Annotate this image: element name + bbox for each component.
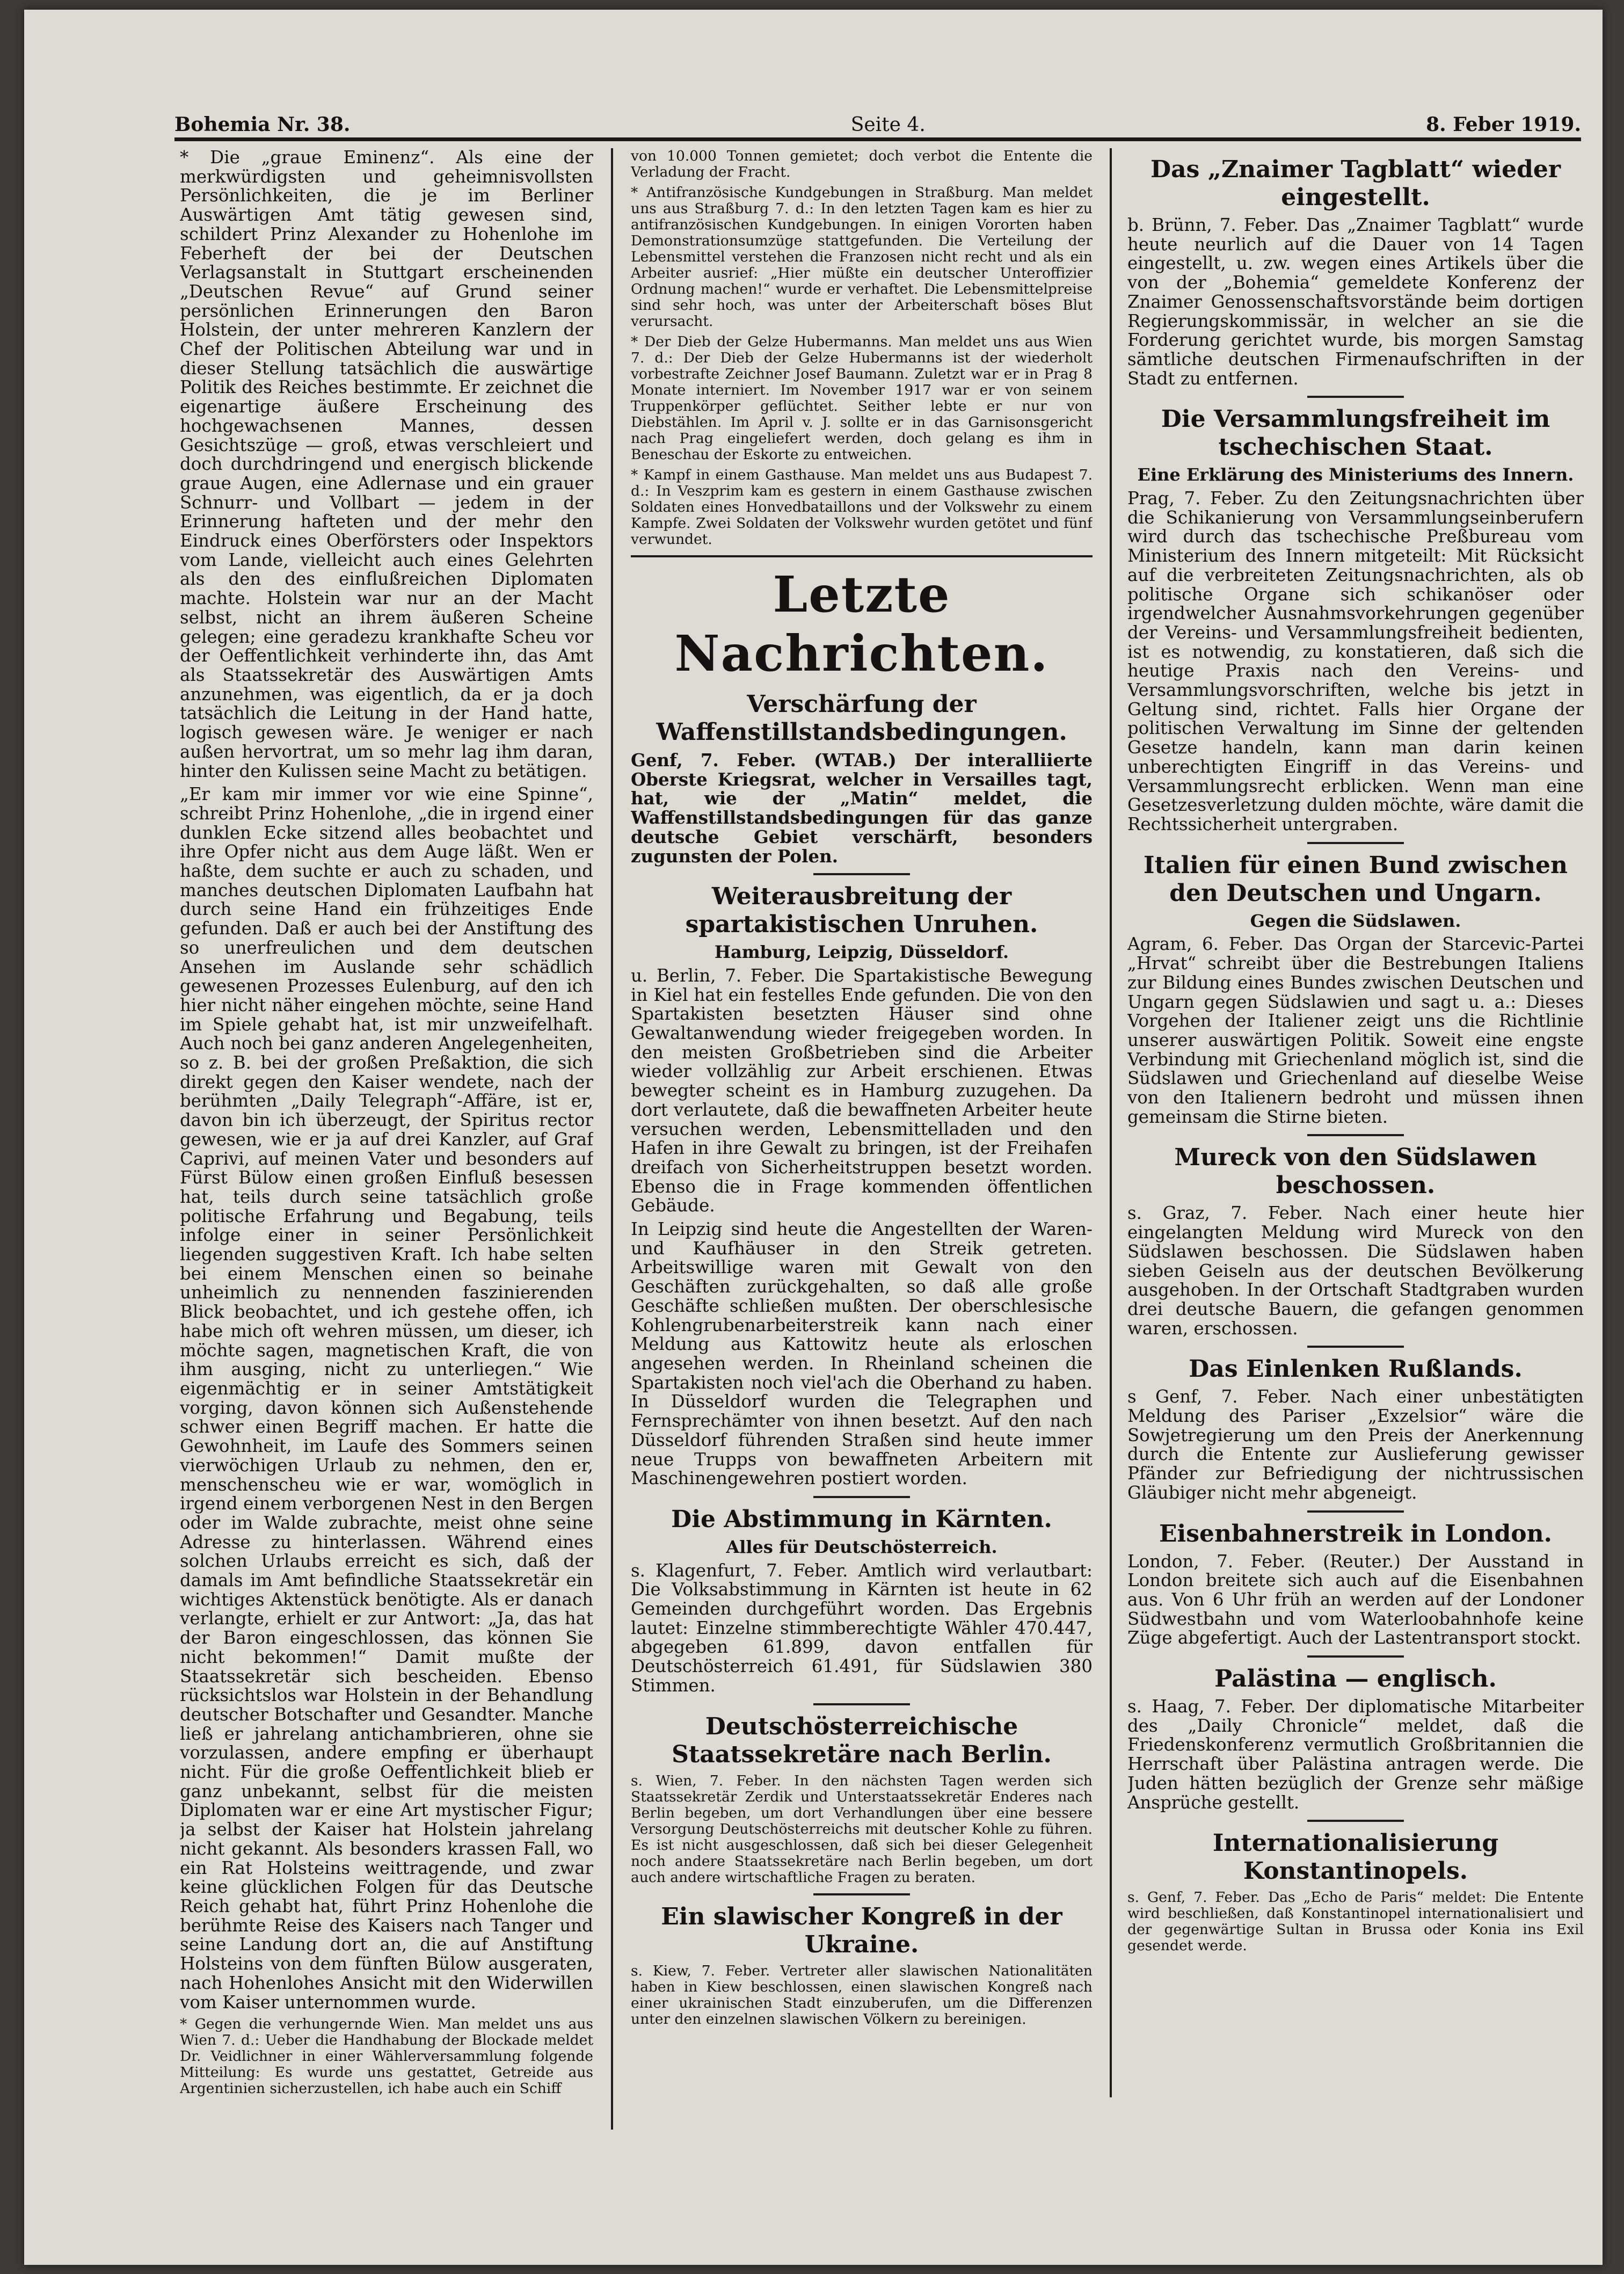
article-separator bbox=[1307, 1510, 1404, 1513]
headline-staatssekretaere: Deutschösterreichische Staatssekretäre nach Berlin. bbox=[672, 1712, 1052, 1768]
article-staatssekretaere: s. Wien, 7. Feber. In den nächsten Tagen werden sich Staatssekretär Zerdik und Unterstaatssekretär Enderes nach Berlin begeben, um dort Verhandlungen über eine bessere Versorgung Deutschösterreichs mit deutscher Kohle zu führen. Es ist nicht ausgeschlossen, daß sich bei dieser Gelegenheit noch andere Staatssekretäre nach Berlin begeben, um dort auch andere wirtschaftliche Fragen zu beraten. bbox=[631, 1772, 1093, 1886]
subheadline-spartakisten: Hamburg, Leipzig, Düsseldorf. bbox=[714, 942, 1009, 963]
section-title-letzte-nachrichten: Letzte Nachrichten. bbox=[674, 565, 1049, 682]
headline-eisenbahnerstreik: Eisenbahnerstreik in London. bbox=[1159, 1520, 1552, 1548]
article-versammlungsfreiheit: Prag, 7. Feber. Zu den Zeitungsnachrichten über die Schikanierung von Versammlungseinberufern wird durch das tschechische Preßbureau vom Ministerium des Innern mitgeteilt: Mit Rücksicht auf die verbreiteten Zeitungsnachrichten, als ob politische Organe sich schikanöser oder irgendwelcher Ausnahmsvorkehrungen gegenüber der Vereins- und Versammlungsfreiheit bedienten, ist es notwendig, zu konstatieren, daß sich die heutige Praxis nach den Vereins- und Versammlungsvorschriften, welche bis jetzt in Geltung sind, richtet. Falls hier Organe der politischen Verwaltung im Sinne der geltenden Gesetze handeln, kann man darin keinen unberechtigten Eingriff in das Vereins- und Versammlungsrecht erblicken. Wenn man eine Gesetzesverletzung dulden möchte, wäre damit die Rechtssicherheit untergraben. bbox=[1127, 488, 1584, 834]
article-separator bbox=[1307, 1346, 1404, 1348]
article-mureck: s. Graz, 7. Feber. Nach einer heute hier eingelangten Meldung wird Mureck von den Südslawen beschossen. Die Südslawen haben sieben Geiseln aus der deutschen Bevölkerung ausgehoben. In der Ortschaft Stadtgraben wurden drei deutsche Bauern, die gefangen genommen waren, erschossen. bbox=[1127, 1203, 1584, 1339]
subheadline-italien-bund: Gegen die Südslawen. bbox=[1250, 910, 1461, 931]
headline-waffenstillstand: Verschärfung der Waffenstillstandsbedingungen. bbox=[656, 691, 1067, 746]
issue-label: Bohemia Nr. 38. bbox=[174, 113, 351, 136]
headline-italien-bund: Italien für einen Bund zwischen den Deutschen und Ungarn. bbox=[1144, 851, 1568, 907]
header-rule bbox=[174, 137, 1581, 141]
article-blockade-wien: * Gegen die verhungernde Wien. Man meldet uns aus Wien 7. d.: Ueber die Handhabung der Blockade meldet Dr. Veidlichner in einer Wählerversammlung folgende Mitteilung: Es wurde uns gestattet, Getreide aus Argentinien sicherzustellen, ich habe auch ein Schiff bbox=[180, 2016, 593, 2097]
article-separator bbox=[1307, 396, 1404, 398]
article-eisenbahnerstreik: London, 7. Feber. (Reuter.) Der Ausstand in London breitete sich auch auf die Eisenbahnen aus. Von 6 Uhr früh an werden auf der Londoner Südwestbahn und vom Waterloobahnhofe keine Züge abgefertigt. Auch der Lastentransport stockt. bbox=[1127, 1551, 1584, 1648]
article-separator bbox=[813, 1893, 910, 1895]
section-rule bbox=[631, 555, 1093, 557]
article-blockade-cont: von 10.000 Tonnen gemietet; doch verbot die Entente die Verladung der Fracht. bbox=[631, 148, 1093, 180]
column-right bbox=[1127, 148, 1584, 2156]
article-spartakisten-cont: In Leipzig sind heute die Angestellten der Waren- und Kaufhäuser in den Streik getreten. Arbeitswillige waren mit Gewalt von den Geschäften zurückgehalten, so daß alle große Geschäfte schließen mußten. Der oberschlesische Kohlengrubenarbeiterstreik kann nach einer Meldung aus Kattowitz heute als erloschen angesehen werden. In Rheinland scheinen die Spartakisten noch viel'ach die Oberhand zu haben. In Düsseldorf wurden die Telegraphen und Fernsprechämter von ihnen besetzt. Auf den nach Düsseldorf führenden Straßen sind heute immer neue Trupps von bewaffneten Arbeitern mit Maschinengewehren postiert worden. bbox=[631, 1219, 1093, 1489]
article-waffenstillstand: Genf, 7. Feber. (WTAB.) Der interalliierte Oberste Kriegsrat, welcher in Versailles tagt, hat, wie der „Matin“ meldet, die Waffenstillstandsbedingungen für das ganze deutsche Gebiet verschärft, besonders zugunsten der Polen. bbox=[631, 750, 1093, 867]
article-hubermann-dieb: * Der Dieb der Gelze Hubermanns. Man meldet uns aus Wien 7. d.: Der Dieb der Gelze Hubermanns ist der wiederholt vorbestrafte Zeichner Josef Baumann. Zuletzt war er in Prag 8 Monate interniert. Im November 1917 war er von seinem Truppenkörper geflüchtet. Seither lebte er nur von Diebstählen. Im April v. J. sollte er in das Garnisonsgericht nach Prag eingeliefert werden, doch gelang es ihm in Beneschau der Eskorte zu entweichen. bbox=[631, 333, 1093, 463]
article-separator bbox=[813, 1496, 910, 1498]
headline-versammlungsfreiheit: Die Versammlungsfreiheit im tschechischen Staat. bbox=[1161, 405, 1550, 461]
article-strassburg: * Antifranzösische Kundgebungen in Straßburg. Man meldet uns aus Straßburg 7. d.: In den letzten Tagen kam es hier zu antifranzösischen Kundgebungen. In einigen Vororten haben Demonstrationsumzüge stattgefunden. Die Verteilung der Lebensmittel verstehen die Franzosen nicht recht und als ein Arbeiter ausrief: „Hier müßte ein deutscher Unteroffizier Ordnung machen!“ wurde er verhaftet. Die Lebensmittelpreise sind sehr hoch, was unter der Arbeiterschaft böses Blut verursacht. bbox=[631, 184, 1093, 330]
article-palaestina: s. Haag, 7. Feber. Der diplomatische Mitarbeiter des „Daily Chronicle“ meldet, daß die Friedenskonferenz vermutlich Großbritannien die Herrschaft über Palästina antragen werde. Die Juden hätten bezüglich der Grenze sehr mäßige Ansprüche gestellt. bbox=[1127, 1696, 1584, 1813]
article-kaernten: s. Klagenfurt, 7. Feber. Amtlich wird verlautbart: Die Volksabstimmung in Kärnten ist heute in 62 Gemeinden durchgeführt worden. Das Ergebnis lautet: Einzelne stimmberechtigte Wähler 470.447, abgegeben 61.899, davon entfallen für Deutschösterreich 61.491, für Südslawien 380 Stimmen. bbox=[631, 1560, 1093, 1696]
article-separator bbox=[1307, 1820, 1404, 1822]
article-separator bbox=[1307, 842, 1404, 844]
column-left bbox=[180, 148, 593, 2156]
article-separator bbox=[813, 1703, 910, 1705]
article-separator bbox=[1307, 1134, 1404, 1136]
column-middle bbox=[631, 148, 1093, 2156]
article-separator bbox=[813, 873, 910, 875]
newspaper-page bbox=[24, 10, 1603, 2265]
article-italien-bund: Agram, 6. Feber. Das Organ der Starcevic-Partei „Hrvat“ schreibt über die Bestrebungen Italiens zur Bildung eines Bundes zwischen Deutschen und Ungarn gegen Südslawien und sagt u. a.: Dieses Vorgehen der Italiener zeigt uns die Richtlinie unserer auswärtigen Politik. Soweit eine engste Verbindung mit Griechenland möglich ist, sind die Südslawen und Griechenland auf dieselbe Weise von den Italienern bedroht und müssen ihnen gemeinsam die Stirne bieten. bbox=[1127, 934, 1584, 1127]
article-graue-eminenz: * Die „graue Eminenz“. Als eine der merkwürdigsten und geheimnisvollsten Persönlichkeiten, die je im Berliner Auswärtigen Amt tätig gewesen sind, schildert Prinz Alexander zu Hohenlohe im Feberheft der bei der Deutschen Verlagsanstalt in Stuttgart erscheinenden „Deutschen Revue“ auf Grund seiner persönlichen Erinnerungen den Baron Holstein, der unter mehreren Kanzlern der Chef der Politischen Abteilung war und in dieser Stellung tatsächlich die auswärtige Politik des Reiches bestimmte. Er zeichnet die eigenartige äußere Erscheinung des hochgewachsenen Mannes, dessen Gesichtszüge — groß, etwas verschleiert und doch durchdringend und energisch blickende graue Augen, eine Adlernase und ein grauer Schnurr- und Vollbart — jedem in der Erinnerung hafteten und der mehr den Eindruck eines Oberförsters oder Inspektors vom Lande, vielleicht auch eines Gelehrten als den des einflußreichen Diplomaten machte. Holstein war nur an der Macht selbst, nicht an ihrem äußeren Scheine gelegen; eine geradezu krankhafte Scheu vor der Oeffentlichkeit verhinderte ihn, das Amt als Staatssekretär des Auswärtigen Amts anzunehmen, was eigentlich, da er ja doch tatsächlich die Leitung in der Hand hatte, logisch gewesen wäre. Je weniger er nach außen hervortrat, um so mehr lag ihm daran, hinter den Kulissen seine Macht zu betätigen. bbox=[180, 148, 593, 781]
article-gasthaus-kampf: * Kampf in einem Gasthause. Man meldet uns aus Budapest 7. d.: In Veszprim kam es gestern in einem Gasthause zwischen Soldaten eines Honvedbataillons und der Volkswehr zu einem Kampfe. Zwei Soldaten der Volkswehr wurden getötet und fünf verwundet. bbox=[631, 467, 1093, 548]
article-separator bbox=[1307, 1655, 1404, 1658]
page-number: Seite 4. bbox=[850, 114, 926, 136]
headline-spartakisten: Weiterausbreitung der spartakistischen Unruhen. bbox=[685, 883, 1038, 939]
article-russland: s Genf, 7. Feber. Nach einer unbestätigten Meldung des Pariser „Exzelsior“ wäre die Sowjetregierung um den Preis der Anerkennung durch die Entente zur Auslieferung gewisser Pfänder zur Befriedigung der nichtrussischen Gläubiger nicht mehr abgeneigt. bbox=[1127, 1386, 1584, 1503]
headline-russland: Das Einlenken Rußlands. bbox=[1189, 1355, 1523, 1383]
headline-palaestina: Palästina — englisch. bbox=[1214, 1665, 1497, 1693]
issue-date: 8. Feber 1919. bbox=[1426, 113, 1581, 136]
article-spartakisten: u. Berlin, 7. Feber. Die Spartakistische Bewegung in Kiel hat ein festelles Ende gefunden. Die von den Spartakisten besetzten Häuser sind ohne Gewaltanwendung wieder freigegeben worden. In den meisten Großbetrieben sind die Arbeiter wieder vollzählig zur Arbeit erschienen. Etwas bewegter scheint es in Hamburg zuzugehen. Da dort verlautete, daß die bewaffneten Arbeiter heute versuchen werden, Lebensmittelladen und den Hafen in ihre Gewalt zu bringen, ist der Freihafen dreifach von Sicherheitstruppen besetzt worden. Ebenso die in Frage kommenden öffentlichen Gebäude. bbox=[631, 965, 1093, 1216]
column-rule bbox=[1110, 148, 1112, 2097]
headline-kaernten: Die Abstimmung in Kärnten. bbox=[671, 1505, 1052, 1533]
article-graue-eminenz-cont: „Er kam mir immer vor wie eine Spinne“, schreibt Prinz Hohenlohe, „die in irgend einer dunklen Ecke sitzend alles beobachtet und ihre Opfer nicht aus dem Auge läßt. Wen er haßte, dem suchte er auch zu schaden, und manches deutschen Diplomaten Laufbahn hat durch seine Hand ein frühzeitiges Ende gefunden. Daß er auch bei der Anstiftung des so unerfreulichen und dem deutschen Ansehen im Auslande sehr schädlich gewesenen Prozesses Eulenburg, auf den ich hier nicht näher eingehen möchte, seine Hand im Spiele gehabt hat, ist mir unzweifelhaft. Auch noch bei ganz anderen Angelegenheiten, so z. B. bei der großen Preßaktion, die sich direkt gegen den Kaiser wendete, nach der berühmten „Daily Telegraph“-Affäre, ist er, davon bin ich überzeugt, der Spiritus rector gewesen, wie er ja auf drei Kanzler, auf Graf Caprivi, auf meinen Vater und besonders auf Fürst Bülow einen großen Einfluß besessen hat, teils durch seine tatsächlich große politische Erfahrung und Begabung, teils infolge einer in seiner Persönlichkeit liegenden suggestiven Kraft. Ich habe selten bei einem Menschen einen so beinahe unheimlich zu nennenden faszinierenden Blick beobachtet, und ich gestehe offen, ich habe mich oft wehren müssen, um dieser, ich möchte sagen, magnetischen Kraft, die von ihm ausging, nicht zu unterliegen.“ Wie eigenmächtig er in seiner Amtstätigkeit vorging, davon können sich Außenstehende schwer einen Begriff machen. Er hatte die Gewohnheit, im Laufe des Sommers seinen vierwöchigen Urlaub zu nehmen, den er, menschenscheu wie er war, womöglich in irgend einem verborgenen Nest in den Bergen oder im Walde zubrachte, meist ohne seine Adresse zu hinterlassen. Während eines solchen Urlaubs erreicht es sich, daß der damals im Amt befindliche Staatssekretär ein wichtiges Aktenstück benötigte. Als er danach verlangte, erhielt er zur Antwort: „Ja, das hat der Baron eingeschlossen, das können Sie nicht bekommen!“ Damit mußte der Staatssekretär sich bescheiden. Ebenso rücksichtslos war Holstein in der Behandlung deutscher Botschafter und Gesandter. Manche ließ er jahrelang antichambrieren, ohne sie vorzulassen, andere empfing er überhaupt nicht. Für die große Oeffentlichkeit blieb er ganz unbekannt, selbst für die meisten Diplomaten war er eine Art mystischer Figur; ja selbst der Kaiser hat Holstein jahrelang nicht gekannt. Als besonders krassen Fall, wo ein Rat Holsteins weittragende, und zwar keine glücklichen Folgen für das Deutsche Reich gehabt hat, führt Prinz Hohenlohe die berühmte Reise des Kaisers nach Tanger und seine Landung dort an, die auf Anstiftung Holsteins von dem fünften Bülow ausgeraten, nach Hohenlohes Ansicht mit den Widerwillen vom Kaiser unternommen wurde. bbox=[180, 784, 593, 2013]
article-znaimer-tagblatt: b. Brünn, 7. Feber. Das „Znaimer Tagblatt“ wurde heute neurlich auf die Dauer von 14 Tagen eingestellt, u. zw. wegen eines Artikels über die von der „Bohemia“ gemeldete Konferenz der Znaimer Genossenschaftsvorstände beim dortigen Regierungskommissär, in welcher an sie die Forderung gerichtet wurde, bis morgen Samstag sämtliche deutschen Firmenaufschriften in der Stadt zu entfernen. bbox=[1127, 215, 1584, 389]
column-rule bbox=[611, 148, 613, 2130]
headline-slawischer-kongress: Ein slawischer Kongreß in der Ukraine. bbox=[661, 1902, 1062, 1958]
page-header bbox=[174, 104, 1581, 136]
subheadline-kaernten: Alles für Deutschösterreich. bbox=[726, 1536, 997, 1557]
article-slawischer-kongress: s. Kiew, 7. Feber. Vertreter aller slawischen Nationalitäten haben in Kiew beschlossen, einen slawischen Kongreß nach einer ukrainischen Stadt einzuberufen, um die Differenzen unter den einzelnen slawischen Völkern zu bereinigen. bbox=[631, 1962, 1093, 2028]
subheadline-versammlungsfreiheit: Eine Erklärung des Ministeriums des Innern. bbox=[1137, 464, 1574, 485]
headline-mureck: Mureck von den Südslawen beschossen. bbox=[1174, 1144, 1537, 1200]
headline-konstantinopel: Internationalisierung Konstantinopels. bbox=[1212, 1829, 1499, 1885]
headline-znaimer-tagblatt: Das „Znaimer Tagblatt“ wieder eingestellt. bbox=[1150, 156, 1561, 211]
article-konstantinopel: s. Genf, 7. Feber. Das „Echo de Paris“ meldet: Die Entente wird beschließen, daß Konstantinopel internationalisiert und der gegenwärtige Sultan in Brussa oder Konia ins Exil gesendet werde. bbox=[1127, 1889, 1584, 1955]
